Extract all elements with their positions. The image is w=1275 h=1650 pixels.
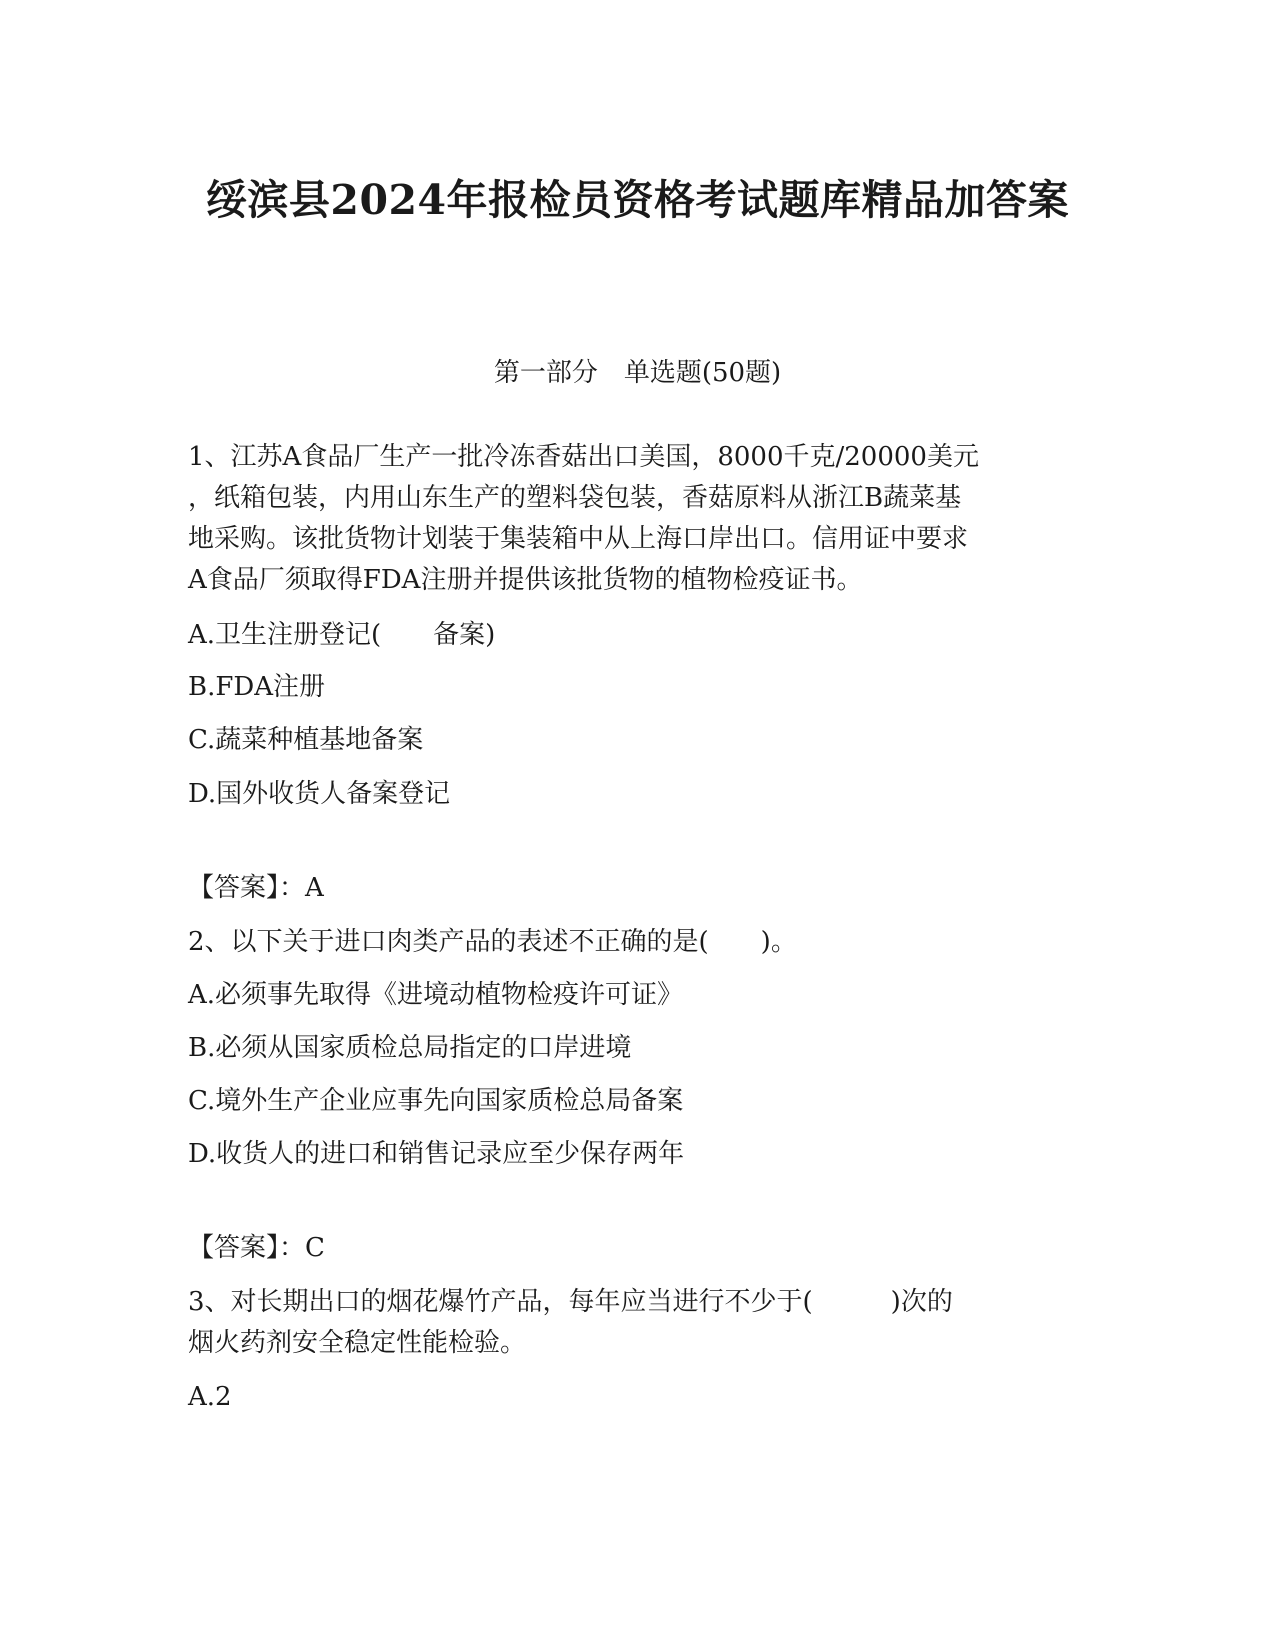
question-2-option-a: A.必须事先取得《进境动植物检疫许可证》 — [188, 980, 684, 1010]
question-1-option-d: D.国外收货人备案登记 — [188, 779, 451, 809]
question-1-stem-line-1: 1、江苏A食品厂生产一批冷冻香菇出口美国，8000千克/20000美元 — [188, 442, 979, 472]
question-1-stem-line-3: 地采购。该批货物计划装于集装箱中从上海口岸出口。信用证中要求 — [188, 524, 969, 554]
question-2-answer: 【答案】：C — [188, 1233, 325, 1263]
question-1-option-b: B.FDA注册 — [188, 672, 326, 702]
question-1-answer: 【答案】：A — [188, 873, 324, 903]
question-3-stem-line-2: 烟火药剂安全稳定性能检验。 — [188, 1328, 527, 1358]
question-2-stem-line-1: 2、以下关于进口肉类产品的表述不正确的是( )。 — [188, 927, 797, 957]
question-1-stem-line-2: ，纸箱包装，内用山东生产的塑料袋包装，香菇原料从浙江B蔬菜基 — [188, 483, 962, 513]
question-3-stem-line-1: 3、对长期出口的烟花爆竹产品，每年应当进行不少于( )次的 — [188, 1287, 953, 1317]
question-2-option-b: B.必须从国家质检总局指定的口岸进境 — [188, 1033, 632, 1063]
page-title: 绥滨县2024年报检员资格考试题库精品加答案 — [205, 176, 1070, 225]
question-1-option-c: C.蔬菜种植基地备案 — [188, 725, 424, 755]
question-1-stem-line-4: A食品厂须取得FDA注册并提供该批货物的植物检疫证书。 — [188, 565, 863, 595]
question-1-option-a: A.卫生注册登记( 备案) — [188, 620, 496, 650]
section-heading: 第一部分 单选题(50题) — [493, 358, 782, 388]
question-2-option-d: D.收货人的进口和销售记录应至少保存两年 — [188, 1139, 685, 1169]
question-2-option-c: C.境外生产企业应事先向国家质检总局备案 — [188, 1086, 684, 1116]
question-3-option-a: A.2 — [188, 1382, 232, 1412]
